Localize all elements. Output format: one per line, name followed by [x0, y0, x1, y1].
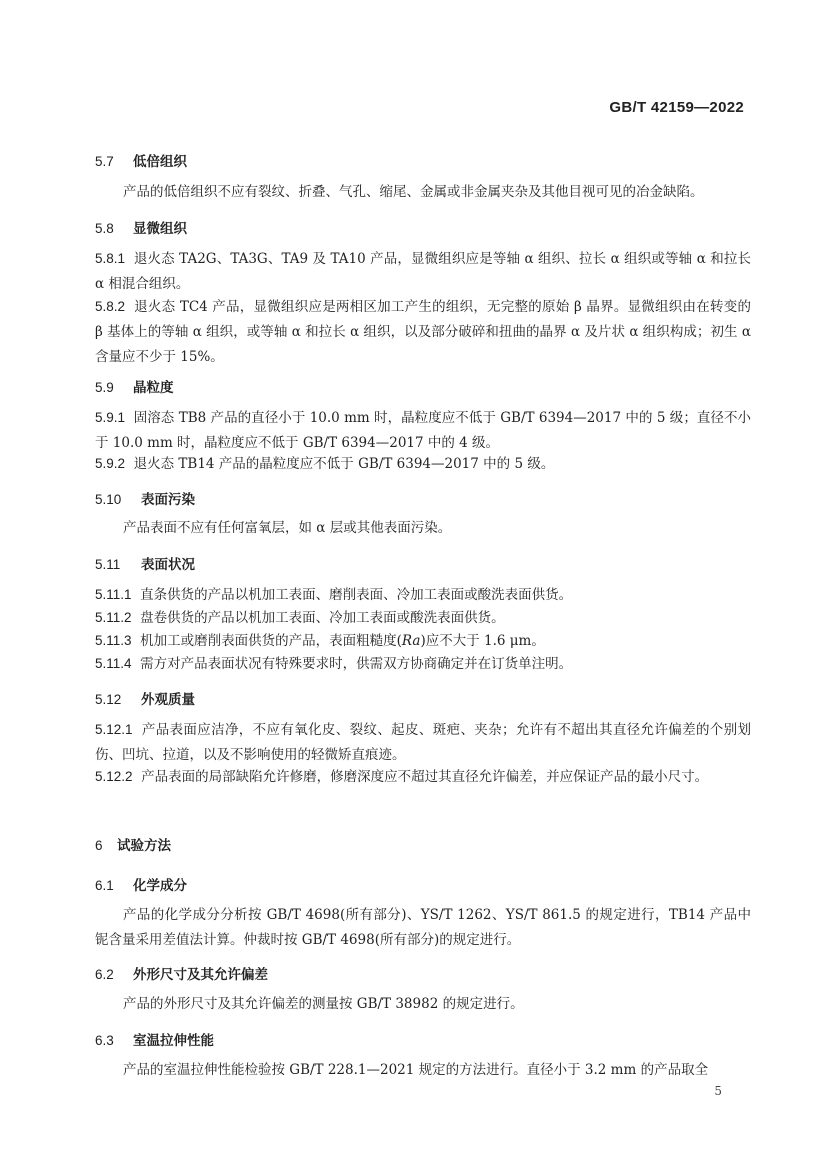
heading-title: 显微组织 — [133, 221, 187, 237]
heading-5-11 — [95, 553, 751, 573]
heading-number: 6.3 — [95, 1033, 114, 1048]
clause-text: 退火态 TA2G、TA3G、TA9 及 TA10 产品，显微组织应是等轴 α 组织、拉长 α 组织或等轴 α 和拉长 α 相混合组织。 — [95, 251, 751, 292]
heading-title: 外观质量 — [141, 692, 195, 708]
paragraph-6-2: 产品的外形尺寸及其允许偏差的测量按 GB/T 38982 的规定进行。 — [123, 996, 524, 1012]
page-number: 5 — [714, 1084, 722, 1098]
clause-text: 固溶态 TB8 产品的直径小于 10.0 mm 时，晶粒度应不低于 GB/T 6394—2017 中的 5 级；直径不小于 10.0 mm 时，晶粒度应不低于 GB/T 6394—2017 中的 4 级。 — [95, 410, 751, 451]
heading-number: 5.11 — [95, 557, 121, 572]
roughness-symbol: Ra — [401, 633, 421, 649]
heading-title: 化学成分 — [133, 878, 187, 894]
heading-title: 表面状况 — [141, 557, 195, 573]
heading-number: 5.9 — [95, 380, 114, 395]
heading-5-7 — [95, 150, 751, 170]
clause-number: 5.8.1 — [95, 251, 126, 266]
heading-number: 6.2 — [95, 967, 114, 982]
heading-title: 晶粒度 — [133, 380, 174, 396]
clause-number: 5.12.2 — [95, 769, 133, 784]
heading-number: 6.1 — [95, 878, 114, 893]
clause-number: 5.9.2 — [95, 456, 126, 471]
heading-5-10 — [95, 488, 751, 508]
heading-6-1 — [95, 874, 751, 894]
standard-code: GB/T 42159—2022 — [609, 99, 744, 116]
heading-5-8 — [95, 217, 751, 237]
clause-number: 5.8.2 — [95, 299, 126, 314]
clause-text: 退火态 TB14 产品的晶粒度应不低于 GB/T 6394—2017 中的 5 级。 — [133, 456, 555, 472]
clause-number: 5.11.3 — [95, 633, 132, 648]
clause-number: 5.12.1 — [95, 722, 133, 737]
clause-5-12-2 — [95, 764, 751, 790]
heading-5-12 — [95, 688, 751, 708]
heading-title: 试验方法 — [117, 838, 171, 854]
clause-5-12-1 — [95, 717, 751, 768]
heading-number: 6 — [95, 838, 103, 853]
paragraph-6-3: 产品的室温拉伸性能检验按 GB/T 228.1—2021 规定的方法进行。直径小于 3.2 mm 的产品取全 — [123, 1062, 709, 1078]
clause-text-after: )应不大于 1.6 μm。 — [420, 633, 545, 649]
clause-text-before: 机加工或磨削表面供货的产品，表面粗糙度( — [140, 633, 402, 649]
clause-text: 直条供货的产品以机加工表面、磨削表面、冷加工表面或酸洗表面供货。 — [140, 587, 573, 603]
clause-number: 5.11.4 — [95, 656, 132, 671]
heading-title: 表面污染 — [141, 492, 195, 508]
clause-text: 盘卷供货的产品以机加工表面、冷加工表面或酸洗表面供货。 — [140, 610, 505, 626]
heading-number: 5.7 — [95, 154, 114, 169]
clause-text: 产品表面的局部缺陷允许修磨，修磨深度应不超过其直径允许偏差，并应保证产品的最小尺寸。 — [141, 769, 709, 785]
clause-text: 产品表面应洁净，不应有氧化皮、裂纹、起皮、斑疤、夹杂；允许有不超出其直径允许偏差的个别划伤、凹坑、拉道，以及不影响使用的轻微矫直痕迹。 — [95, 722, 751, 763]
heading-number: 5.8 — [95, 221, 114, 236]
clause-5-9-2 — [95, 451, 751, 477]
clause-number: 5.9.1 — [95, 410, 126, 425]
paragraph-5-10: 产品表面不应有任何富氧层，如 α 层或其他表面污染。 — [123, 520, 452, 536]
clause-text: 退火态 TC4 产品，显微组织应是两相区加工产生的组织，无完整的原始 β 晶界。显微组织由在转变的 β 基体上的等轴 α 组织，或等轴 α 和拉长 α 组织，以及部分破碎和扭曲的晶界 α 及片状 α 组织构成；初生 α 含量应不少于 15%。 — [95, 299, 751, 365]
heading-title: 室温拉伸性能 — [133, 1033, 214, 1049]
heading-number: 5.10 — [95, 492, 122, 507]
heading-6 — [95, 834, 751, 854]
heading-5-9 — [95, 376, 751, 396]
clause-5-8-1 — [95, 246, 751, 297]
clause-number: 5.11.1 — [95, 587, 132, 602]
clause-text: 需方对产品表面状况有特殊要求时，供需双方协商确定并在订货单注明。 — [140, 656, 573, 672]
heading-6-2 — [95, 963, 751, 983]
heading-title: 低倍组织 — [133, 154, 187, 170]
heading-number: 5.12 — [95, 692, 122, 707]
clause-number: 5.11.2 — [95, 610, 132, 625]
paragraph-6-1: 产品的化学成分分析按 GB/T 4698(所有部分)、YS/T 1262、YS/T 861.5 的规定进行，TB14 产品中铌含量采用差值法计算。仲裁时按 GB/T 4698(所有部分)的规定进行。 — [95, 907, 751, 948]
clause-5-8-2 — [95, 294, 751, 370]
heading-title: 外形尺寸及其允许偏差 — [133, 967, 268, 983]
clause-5-11-4 — [95, 651, 751, 677]
heading-6-3 — [95, 1029, 751, 1049]
clause-5-9-1 — [95, 405, 751, 456]
paragraph-5-7: 产品的低倍组织不应有裂纹、折叠、气孔、缩尾、金属或非金属夹杂及其他目视可见的冶金缺陷。 — [123, 184, 704, 200]
